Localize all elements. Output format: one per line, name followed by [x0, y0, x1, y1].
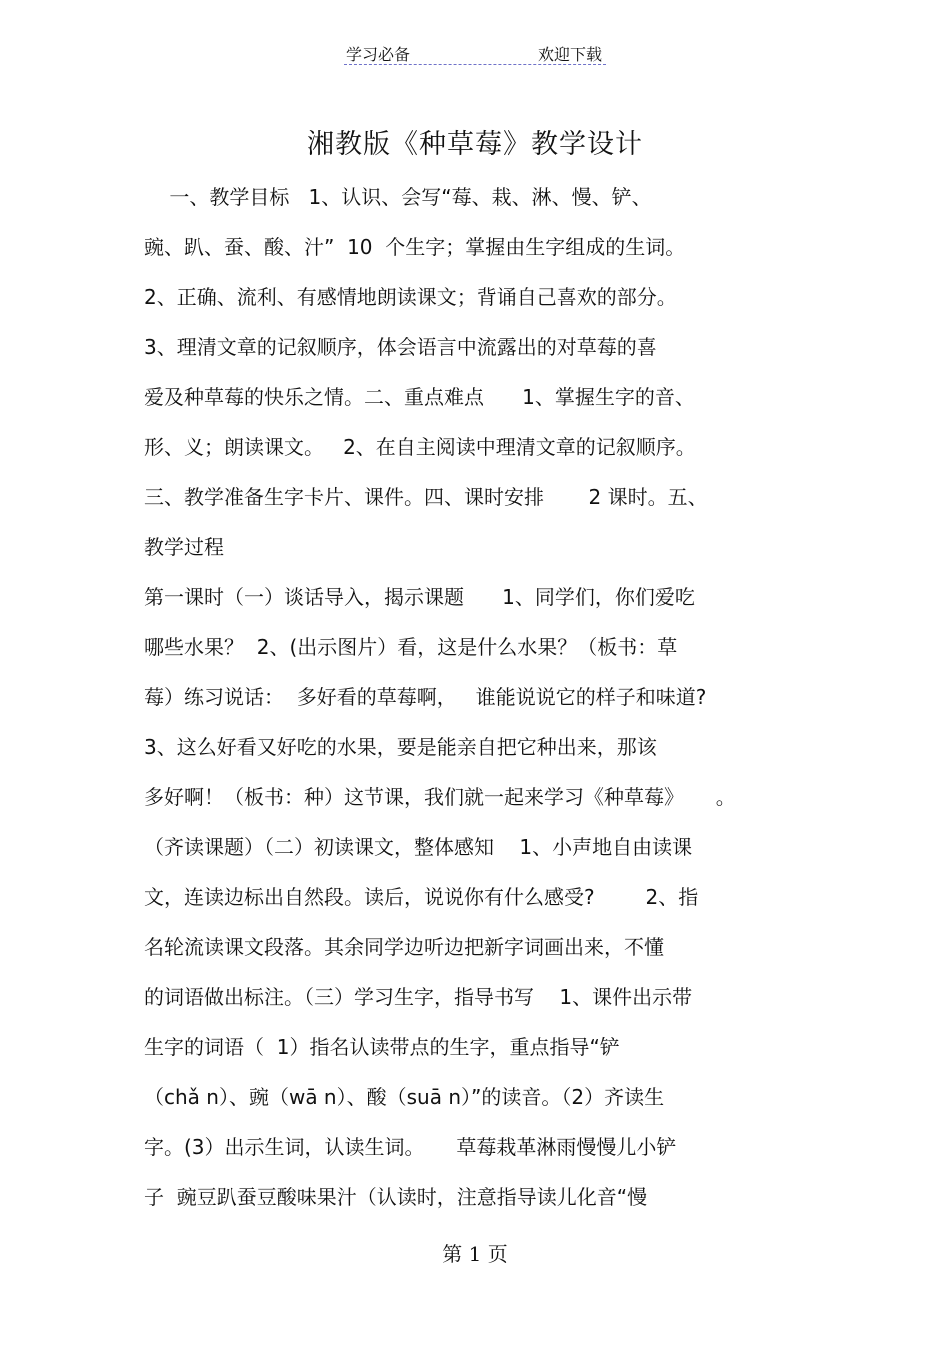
body-line: 第一课时（一）谈话导入，揭示课题 1、同学们，你们爱吃: [144, 585, 695, 609]
body-line: 字。(3）出示生词，认读生词。 草莓栽革淋雨慢慢儿小铲: [144, 1135, 677, 1159]
body-line: 3、理清文章的记叙顺序，体会语言中流露出的对草莓的喜: [144, 335, 657, 359]
body-line: 2、正确、流利、有感情地朗读课文；背诵自己喜欢的部分。: [144, 285, 677, 309]
page-number: 第 1 页: [442, 1242, 508, 1266]
page-header: [344, 40, 606, 65]
body-line: 教学过程: [144, 535, 224, 559]
body-line: 名轮流读课文段落。其余同学边听边把新字词画出来，不懂: [144, 935, 664, 959]
body-line: 子 豌豆趴蚕豆酸味果汁（认读时，注意指导读儿化音“慢: [144, 1185, 648, 1209]
body-line: 多好啊！（板书：种）这节课，我们就一起来学习《种草莓》 。: [144, 785, 736, 809]
body-line: 一、教学目标 1、认识、会写“莓、栽、淋、慢、铲、: [144, 185, 652, 209]
body-line: 豌、趴、蚕、酸、汁” 10 个生字；掌握由生字组成的生词。: [144, 235, 686, 259]
body-line: （齐读课题）（二）初读课文，整体感知 1、小声地自由读课: [144, 835, 693, 859]
body-line: 的词语做出标注。（三）学习生字，指导书写 1、课件出示带: [144, 985, 693, 1009]
document-title: 湘教版《种草莓》教学设计: [307, 129, 643, 160]
body-line: 文，连读边标出自然段。读后，说说你有什么感受? 2、指: [144, 885, 699, 909]
body-line: 形、义；朗读课文。 2、在自主阅读中理清文章的记叙顺序。: [144, 435, 696, 459]
document-body: [144, 172, 824, 1222]
header-right-text: 欢迎下载: [537, 45, 602, 64]
header-left-text: 学习必备: [346, 45, 411, 64]
body-line: 3、这么好看又好吃的水果，要是能亲自把它种出来，那该: [144, 735, 657, 759]
body-line: 爱及种草莓的快乐之情。二、重点难点 1、掌握生字的音、: [144, 385, 695, 409]
body-line: 莓）练习说话： 多好看的草莓啊， 谁能说说它的样子和味道?: [144, 685, 707, 709]
body-line: 三、教学准备生字卡片、课件。四、课时安排 2 课时。五、: [144, 485, 708, 509]
body-line: 生字的词语（ 1）指名认读带点的生字，重点指导“铲: [144, 1035, 620, 1059]
body-line: （chǎ n）、豌（wā n）、酸（suā n）”的读音。（2）齐读生: [144, 1085, 665, 1109]
body-line: 哪些水果？ 2、(出示图片）看，这是什么水果？（板书：草: [144, 635, 678, 659]
